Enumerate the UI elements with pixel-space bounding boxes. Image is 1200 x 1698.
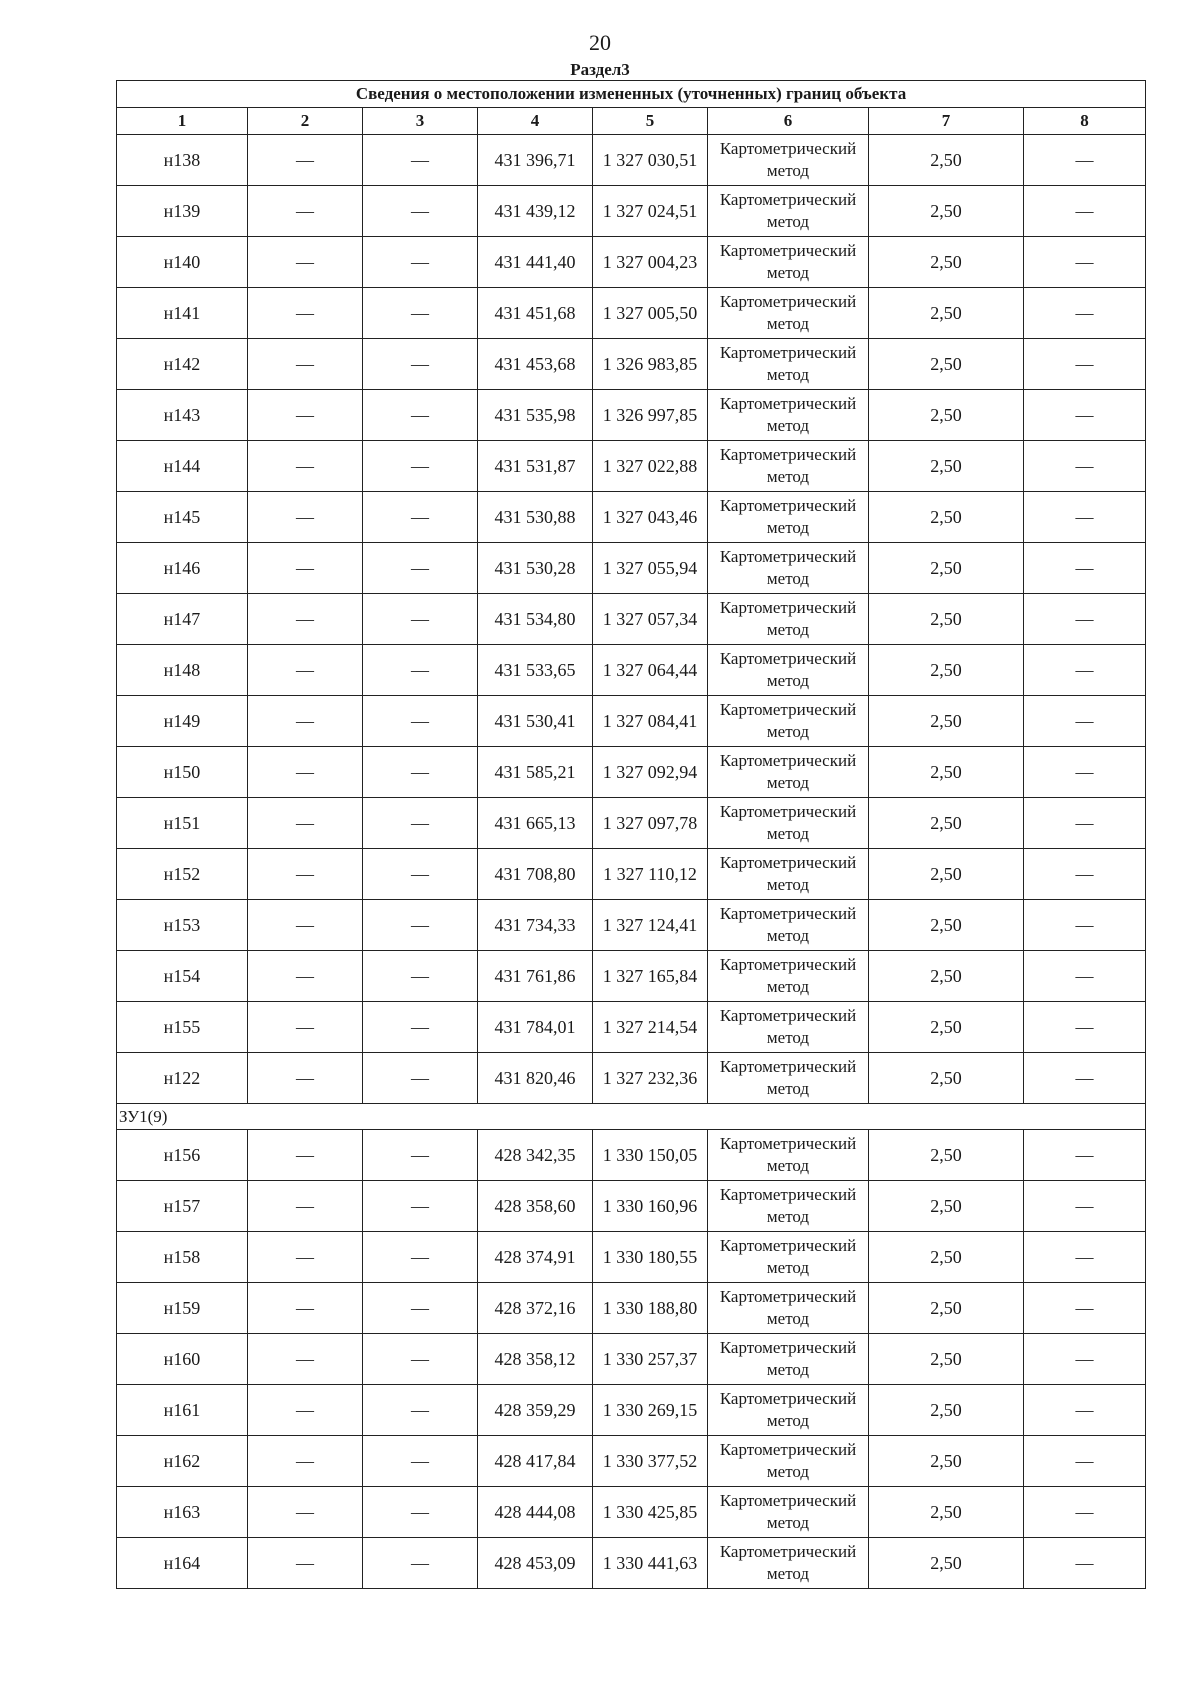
coordinate-x: 431 533,65 bbox=[478, 645, 593, 696]
empty-dash: — bbox=[1024, 1283, 1146, 1334]
empty-dash: — bbox=[248, 441, 363, 492]
determination-method: Картометрический метод bbox=[708, 1053, 869, 1104]
empty-dash: — bbox=[248, 900, 363, 951]
accuracy-value: 2,50 bbox=[869, 1130, 1024, 1181]
accuracy-value: 2,50 bbox=[869, 1053, 1024, 1104]
coordinate-y: 1 327 055,94 bbox=[593, 543, 708, 594]
point-name: н156 bbox=[117, 1130, 248, 1181]
point-name: н157 bbox=[117, 1181, 248, 1232]
determination-method: Картометрический метод bbox=[708, 441, 869, 492]
empty-dash: — bbox=[1024, 747, 1146, 798]
empty-dash: — bbox=[1024, 543, 1146, 594]
table-row bbox=[117, 900, 1146, 951]
page-number: 20 bbox=[589, 30, 611, 55]
empty-dash: — bbox=[248, 747, 363, 798]
accuracy-value: 2,50 bbox=[869, 1487, 1024, 1538]
empty-dash: — bbox=[1024, 798, 1146, 849]
coordinate-x: 428 358,60 bbox=[478, 1181, 593, 1232]
empty-dash: — bbox=[248, 1538, 363, 1589]
empty-dash: — bbox=[1024, 1130, 1146, 1181]
table-row bbox=[117, 339, 1146, 390]
table-row bbox=[117, 186, 1146, 237]
determination-method: Картометрический метод bbox=[708, 951, 869, 1002]
accuracy-value: 2,50 bbox=[869, 339, 1024, 390]
empty-dash: — bbox=[248, 237, 363, 288]
determination-method: Картометрический метод bbox=[708, 1002, 869, 1053]
accuracy-value: 2,50 bbox=[869, 135, 1024, 186]
empty-dash: — bbox=[1024, 645, 1146, 696]
empty-dash: — bbox=[363, 594, 478, 645]
accuracy-value: 2,50 bbox=[869, 798, 1024, 849]
empty-dash: — bbox=[363, 237, 478, 288]
empty-dash: — bbox=[1024, 1002, 1146, 1053]
coordinate-x: 431 439,12 bbox=[478, 186, 593, 237]
empty-dash: — bbox=[363, 186, 478, 237]
accuracy-value: 2,50 bbox=[869, 288, 1024, 339]
coordinate-y: 1 327 004,23 bbox=[593, 237, 708, 288]
coordinate-y: 1 327 024,51 bbox=[593, 186, 708, 237]
determination-method: Картометрический метод bbox=[708, 696, 869, 747]
column-number: 1 bbox=[117, 108, 248, 135]
table-row bbox=[117, 441, 1146, 492]
determination-method: Картометрический метод bbox=[708, 237, 869, 288]
table-row bbox=[117, 951, 1146, 1002]
empty-dash: — bbox=[363, 1283, 478, 1334]
coordinate-x: 431 396,71 bbox=[478, 135, 593, 186]
empty-dash: — bbox=[248, 645, 363, 696]
empty-dash: — bbox=[248, 1181, 363, 1232]
accuracy-value: 2,50 bbox=[869, 390, 1024, 441]
point-name: н164 bbox=[117, 1538, 248, 1589]
empty-dash: — bbox=[248, 798, 363, 849]
coordinate-x: 431 451,68 bbox=[478, 288, 593, 339]
determination-method: Картометрический метод bbox=[708, 1334, 869, 1385]
empty-dash: — bbox=[1024, 1487, 1146, 1538]
group-row bbox=[117, 1104, 1146, 1130]
column-number: 5 bbox=[593, 108, 708, 135]
determination-method: Картометрический метод bbox=[708, 849, 869, 900]
coordinate-y: 1 330 188,80 bbox=[593, 1283, 708, 1334]
determination-method: Картометрический метод bbox=[708, 492, 869, 543]
coordinate-y: 1 330 377,52 bbox=[593, 1436, 708, 1487]
accuracy-value: 2,50 bbox=[869, 543, 1024, 594]
empty-dash: — bbox=[363, 135, 478, 186]
coordinate-y: 1 330 441,63 bbox=[593, 1538, 708, 1589]
coordinate-x: 431 441,40 bbox=[478, 237, 593, 288]
determination-method: Картометрический метод bbox=[708, 288, 869, 339]
determination-method: Картометрический метод bbox=[708, 1232, 869, 1283]
coordinate-y: 1 327 124,41 bbox=[593, 900, 708, 951]
point-name: н159 bbox=[117, 1283, 248, 1334]
empty-dash: — bbox=[248, 543, 363, 594]
point-name: н160 bbox=[117, 1334, 248, 1385]
point-name: н148 bbox=[117, 645, 248, 696]
point-name: н155 bbox=[117, 1002, 248, 1053]
empty-dash: — bbox=[1024, 492, 1146, 543]
coordinate-x: 431 784,01 bbox=[478, 1002, 593, 1053]
table-row bbox=[117, 1334, 1146, 1385]
point-name: н163 bbox=[117, 1487, 248, 1538]
boundary-coordinates-table bbox=[116, 80, 1146, 1589]
table-row bbox=[117, 1436, 1146, 1487]
empty-dash: — bbox=[363, 390, 478, 441]
accuracy-value: 2,50 bbox=[869, 1538, 1024, 1589]
empty-dash: — bbox=[1024, 288, 1146, 339]
empty-dash: — bbox=[248, 951, 363, 1002]
point-name: н152 bbox=[117, 849, 248, 900]
determination-method: Картометрический метод bbox=[708, 747, 869, 798]
coordinate-y: 1 327 165,84 bbox=[593, 951, 708, 1002]
point-name: н147 bbox=[117, 594, 248, 645]
empty-dash: — bbox=[363, 1002, 478, 1053]
table-row bbox=[117, 1487, 1146, 1538]
coordinate-x: 428 444,08 bbox=[478, 1487, 593, 1538]
empty-dash: — bbox=[248, 1283, 363, 1334]
point-name: н143 bbox=[117, 390, 248, 441]
empty-dash: — bbox=[1024, 1538, 1146, 1589]
coordinate-x: 428 374,91 bbox=[478, 1232, 593, 1283]
coordinate-y: 1 327 005,50 bbox=[593, 288, 708, 339]
coordinate-y: 1 327 097,78 bbox=[593, 798, 708, 849]
empty-dash: — bbox=[1024, 339, 1146, 390]
coordinate-y: 1 330 180,55 bbox=[593, 1232, 708, 1283]
determination-method: Картометрический метод bbox=[708, 1283, 869, 1334]
coordinate-x: 428 372,16 bbox=[478, 1283, 593, 1334]
point-name: н158 bbox=[117, 1232, 248, 1283]
point-name: н162 bbox=[117, 1436, 248, 1487]
coordinate-x: 431 734,33 bbox=[478, 900, 593, 951]
accuracy-value: 2,50 bbox=[869, 645, 1024, 696]
empty-dash: — bbox=[363, 1334, 478, 1385]
empty-dash: — bbox=[363, 1487, 478, 1538]
point-name: н161 bbox=[117, 1385, 248, 1436]
empty-dash: — bbox=[248, 1487, 363, 1538]
empty-dash: — bbox=[363, 543, 478, 594]
coordinate-y: 1 327 043,46 bbox=[593, 492, 708, 543]
determination-method: Картометрический метод bbox=[708, 1130, 869, 1181]
empty-dash: — bbox=[363, 849, 478, 900]
table-row bbox=[117, 1283, 1146, 1334]
empty-dash: — bbox=[363, 1053, 478, 1104]
point-name: н154 bbox=[117, 951, 248, 1002]
coordinate-y: 1 330 425,85 bbox=[593, 1487, 708, 1538]
accuracy-value: 2,50 bbox=[869, 186, 1024, 237]
accuracy-value: 2,50 bbox=[869, 1385, 1024, 1436]
point-name: н145 bbox=[117, 492, 248, 543]
coordinate-x: 431 761,86 bbox=[478, 951, 593, 1002]
table-row bbox=[117, 1181, 1146, 1232]
coordinate-y: 1 330 269,15 bbox=[593, 1385, 708, 1436]
table-row bbox=[117, 594, 1146, 645]
accuracy-value: 2,50 bbox=[869, 441, 1024, 492]
coordinate-x: 431 453,68 bbox=[478, 339, 593, 390]
empty-dash: — bbox=[1024, 441, 1146, 492]
coordinate-y: 1 326 997,85 bbox=[593, 390, 708, 441]
accuracy-value: 2,50 bbox=[869, 849, 1024, 900]
group-label: ЗУ1(9) bbox=[117, 1104, 1146, 1130]
table-row bbox=[117, 1053, 1146, 1104]
coordinate-y: 1 327 110,12 bbox=[593, 849, 708, 900]
empty-dash: — bbox=[248, 1130, 363, 1181]
table-row bbox=[117, 1385, 1146, 1436]
coordinate-x: 431 530,28 bbox=[478, 543, 593, 594]
empty-dash: — bbox=[1024, 237, 1146, 288]
determination-method: Картометрический метод bbox=[708, 594, 869, 645]
empty-dash: — bbox=[363, 900, 478, 951]
determination-method: Картометрический метод bbox=[708, 390, 869, 441]
section-title: Раздел3 bbox=[570, 60, 630, 79]
empty-dash: — bbox=[248, 390, 363, 441]
point-name: н150 bbox=[117, 747, 248, 798]
coordinate-x: 431 665,13 bbox=[478, 798, 593, 849]
column-number: 6 bbox=[708, 108, 869, 135]
empty-dash: — bbox=[363, 951, 478, 1002]
table-row bbox=[117, 1538, 1146, 1589]
accuracy-value: 2,50 bbox=[869, 900, 1024, 951]
accuracy-value: 2,50 bbox=[869, 747, 1024, 798]
table-row bbox=[117, 1130, 1146, 1181]
coordinate-y: 1 327 214,54 bbox=[593, 1002, 708, 1053]
empty-dash: — bbox=[1024, 696, 1146, 747]
empty-dash: — bbox=[363, 696, 478, 747]
column-number: 7 bbox=[869, 108, 1024, 135]
point-name: н151 bbox=[117, 798, 248, 849]
point-name: н153 bbox=[117, 900, 248, 951]
column-number: 4 bbox=[478, 108, 593, 135]
empty-dash: — bbox=[363, 492, 478, 543]
empty-dash: — bbox=[363, 1436, 478, 1487]
determination-method: Картометрический метод bbox=[708, 798, 869, 849]
empty-dash: — bbox=[248, 1002, 363, 1053]
table-row bbox=[117, 747, 1146, 798]
table-row bbox=[117, 645, 1146, 696]
empty-dash: — bbox=[363, 1181, 478, 1232]
empty-dash: — bbox=[1024, 1385, 1146, 1436]
determination-method: Картометрический метод bbox=[708, 135, 869, 186]
coordinate-y: 1 327 030,51 bbox=[593, 135, 708, 186]
coordinate-x: 431 531,87 bbox=[478, 441, 593, 492]
column-number: 2 bbox=[248, 108, 363, 135]
coordinate-x: 428 342,35 bbox=[478, 1130, 593, 1181]
determination-method: Картометрический метод bbox=[708, 645, 869, 696]
coordinate-y: 1 327 084,41 bbox=[593, 696, 708, 747]
coordinate-x: 431 535,98 bbox=[478, 390, 593, 441]
empty-dash: — bbox=[363, 339, 478, 390]
empty-dash: — bbox=[248, 594, 363, 645]
accuracy-value: 2,50 bbox=[869, 1002, 1024, 1053]
table-row bbox=[117, 543, 1146, 594]
empty-dash: — bbox=[1024, 849, 1146, 900]
determination-method: Картометрический метод bbox=[708, 1385, 869, 1436]
coordinate-x: 428 453,09 bbox=[478, 1538, 593, 1589]
coordinate-x: 428 358,12 bbox=[478, 1334, 593, 1385]
empty-dash: — bbox=[363, 1130, 478, 1181]
empty-dash: — bbox=[248, 1385, 363, 1436]
point-name: н144 bbox=[117, 441, 248, 492]
empty-dash: — bbox=[248, 492, 363, 543]
determination-method: Картометрический метод bbox=[708, 186, 869, 237]
empty-dash: — bbox=[248, 288, 363, 339]
empty-dash: — bbox=[1024, 900, 1146, 951]
empty-dash: — bbox=[248, 696, 363, 747]
accuracy-value: 2,50 bbox=[869, 594, 1024, 645]
empty-dash: — bbox=[1024, 1181, 1146, 1232]
point-name: н141 bbox=[117, 288, 248, 339]
empty-dash: — bbox=[363, 798, 478, 849]
empty-dash: — bbox=[363, 441, 478, 492]
table-row bbox=[117, 237, 1146, 288]
coordinate-x: 431 585,21 bbox=[478, 747, 593, 798]
empty-dash: — bbox=[248, 849, 363, 900]
coordinate-x: 428 417,84 bbox=[478, 1436, 593, 1487]
table-caption: Сведения о местоположении измененных (уточненных) границ объекта bbox=[117, 81, 1146, 108]
empty-dash: — bbox=[1024, 186, 1146, 237]
table-row bbox=[117, 1002, 1146, 1053]
coordinate-x: 431 530,88 bbox=[478, 492, 593, 543]
determination-method: Картометрический метод bbox=[708, 1487, 869, 1538]
coordinate-y: 1 327 057,34 bbox=[593, 594, 708, 645]
accuracy-value: 2,50 bbox=[869, 1283, 1024, 1334]
table-row bbox=[117, 849, 1146, 900]
coordinate-y: 1 330 257,37 bbox=[593, 1334, 708, 1385]
table-row bbox=[117, 492, 1146, 543]
coordinate-y: 1 327 064,44 bbox=[593, 645, 708, 696]
point-name: н122 bbox=[117, 1053, 248, 1104]
column-number: 8 bbox=[1024, 108, 1146, 135]
coordinate-y: 1 327 022,88 bbox=[593, 441, 708, 492]
empty-dash: — bbox=[1024, 1053, 1146, 1104]
empty-dash: — bbox=[248, 1232, 363, 1283]
empty-dash: — bbox=[1024, 1334, 1146, 1385]
empty-dash: — bbox=[363, 1385, 478, 1436]
coordinate-x: 431 708,80 bbox=[478, 849, 593, 900]
point-name: н142 bbox=[117, 339, 248, 390]
empty-dash: — bbox=[363, 1232, 478, 1283]
empty-dash: — bbox=[363, 1538, 478, 1589]
table-row bbox=[117, 135, 1146, 186]
coordinate-y: 1 326 983,85 bbox=[593, 339, 708, 390]
accuracy-value: 2,50 bbox=[869, 696, 1024, 747]
empty-dash: — bbox=[1024, 1436, 1146, 1487]
point-name: н146 bbox=[117, 543, 248, 594]
empty-dash: — bbox=[1024, 390, 1146, 441]
coordinate-y: 1 330 160,96 bbox=[593, 1181, 708, 1232]
table-row bbox=[117, 288, 1146, 339]
accuracy-value: 2,50 bbox=[869, 1232, 1024, 1283]
empty-dash: — bbox=[363, 288, 478, 339]
determination-method: Картометрический метод bbox=[708, 900, 869, 951]
accuracy-value: 2,50 bbox=[869, 492, 1024, 543]
accuracy-value: 2,50 bbox=[869, 1181, 1024, 1232]
point-name: н139 bbox=[117, 186, 248, 237]
empty-dash: — bbox=[363, 645, 478, 696]
coordinate-x: 428 359,29 bbox=[478, 1385, 593, 1436]
coordinate-x: 431 530,41 bbox=[478, 696, 593, 747]
determination-method: Картометрический метод bbox=[708, 1181, 869, 1232]
coordinate-x: 431 820,46 bbox=[478, 1053, 593, 1104]
empty-dash: — bbox=[248, 186, 363, 237]
point-name: н149 bbox=[117, 696, 248, 747]
table-row bbox=[117, 390, 1146, 441]
point-name: н140 bbox=[117, 237, 248, 288]
accuracy-value: 2,50 bbox=[869, 237, 1024, 288]
column-number: 3 bbox=[363, 108, 478, 135]
empty-dash: — bbox=[1024, 951, 1146, 1002]
empty-dash: — bbox=[1024, 594, 1146, 645]
accuracy-value: 2,50 bbox=[869, 1334, 1024, 1385]
determination-method: Картометрический метод bbox=[708, 339, 869, 390]
empty-dash: — bbox=[248, 1334, 363, 1385]
table-row bbox=[117, 696, 1146, 747]
table-row bbox=[117, 1232, 1146, 1283]
accuracy-value: 2,50 bbox=[869, 1436, 1024, 1487]
empty-dash: — bbox=[248, 1436, 363, 1487]
table-row bbox=[117, 798, 1146, 849]
determination-method: Картометрический метод bbox=[708, 543, 869, 594]
determination-method: Картометрический метод bbox=[708, 1436, 869, 1487]
coordinate-y: 1 327 232,36 bbox=[593, 1053, 708, 1104]
empty-dash: — bbox=[248, 339, 363, 390]
empty-dash: — bbox=[363, 747, 478, 798]
coordinate-y: 1 330 150,05 bbox=[593, 1130, 708, 1181]
empty-dash: — bbox=[248, 1053, 363, 1104]
determination-method: Картометрический метод bbox=[708, 1538, 869, 1589]
point-name: н138 bbox=[117, 135, 248, 186]
accuracy-value: 2,50 bbox=[869, 951, 1024, 1002]
coordinate-y: 1 327 092,94 bbox=[593, 747, 708, 798]
coordinate-x: 431 534,80 bbox=[478, 594, 593, 645]
empty-dash: — bbox=[248, 135, 363, 186]
empty-dash: — bbox=[1024, 135, 1146, 186]
empty-dash: — bbox=[1024, 1232, 1146, 1283]
